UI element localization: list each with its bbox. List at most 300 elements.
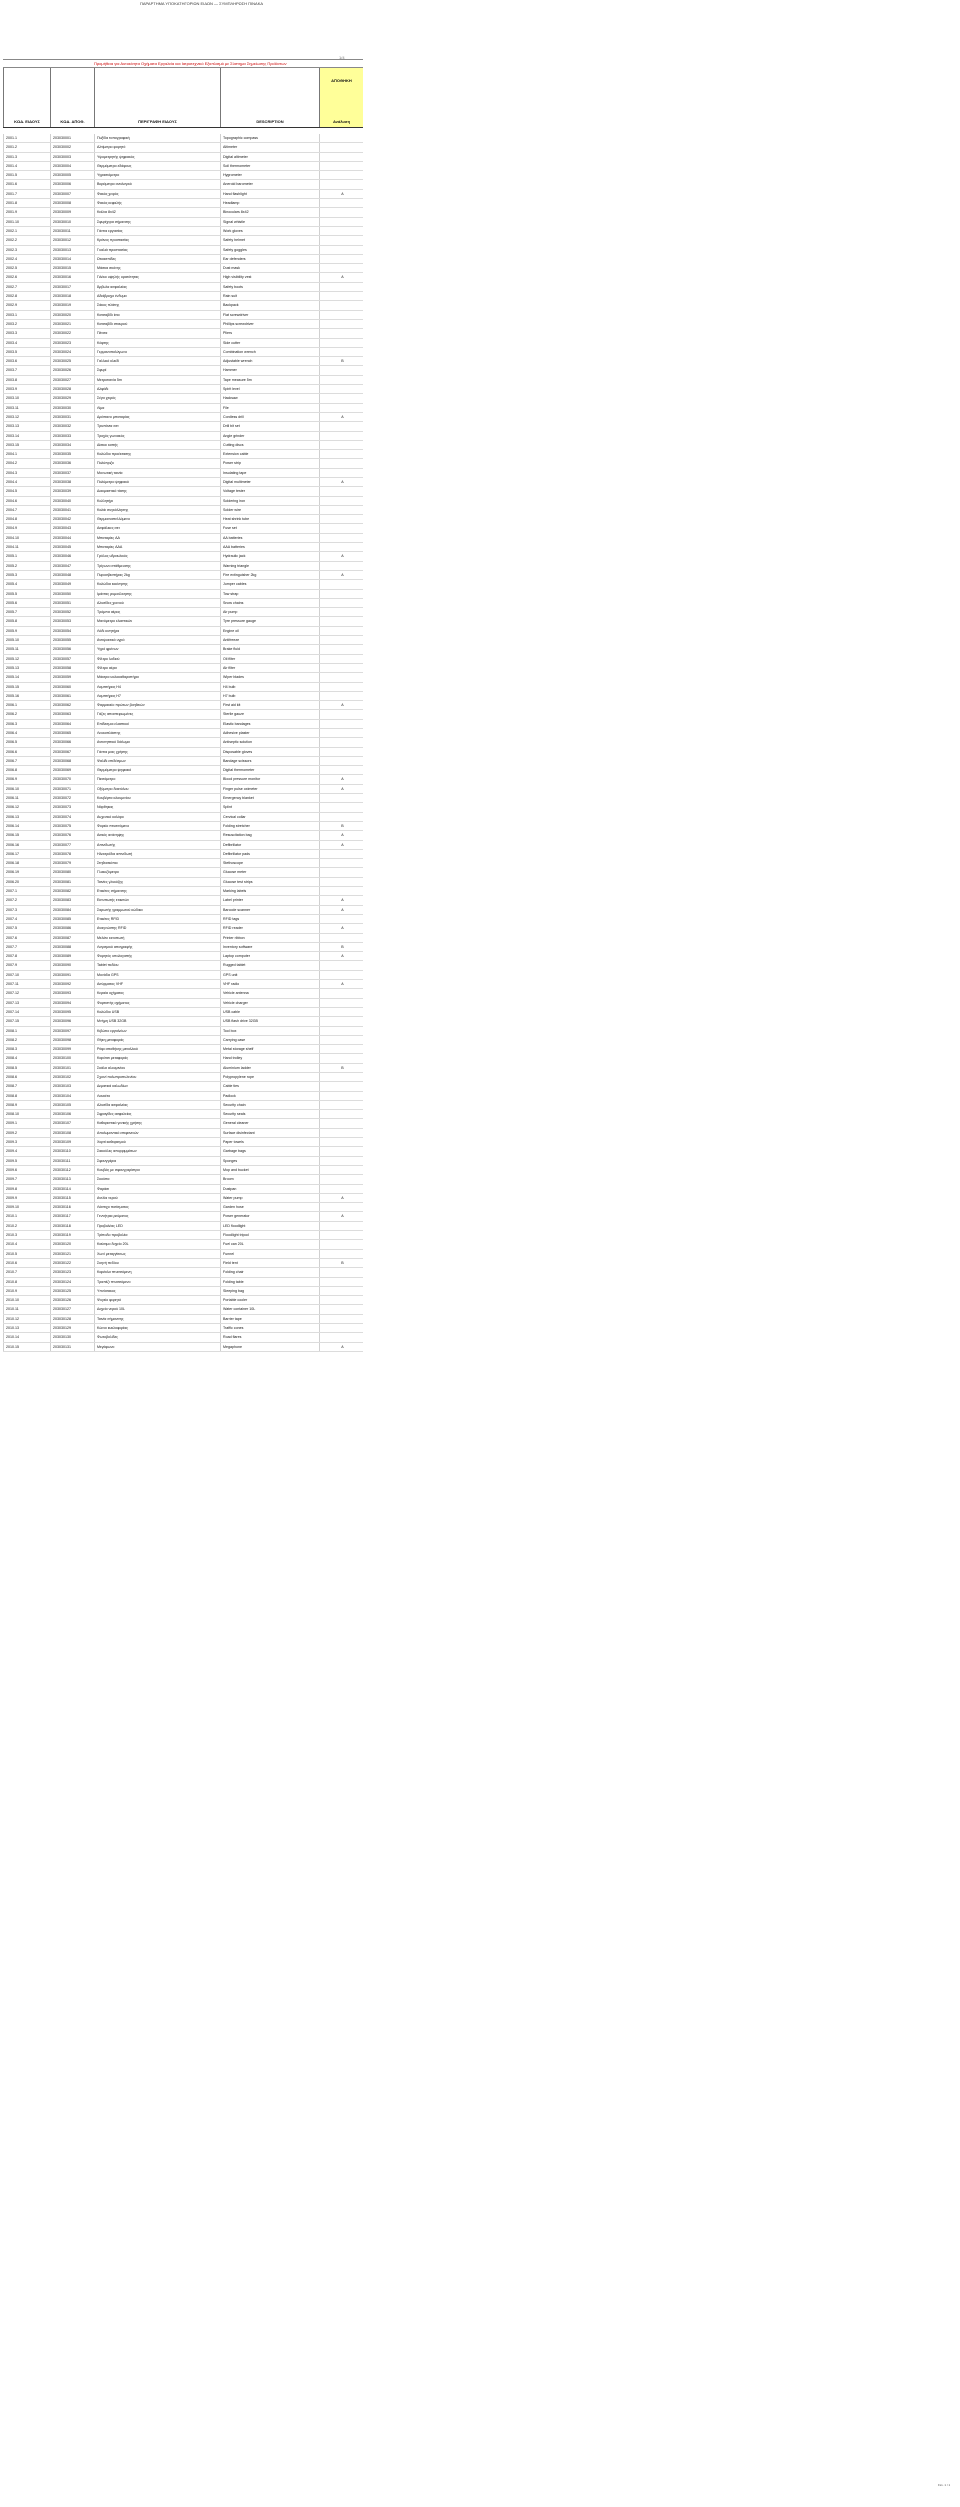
- cell-code-new: 203030029: [50, 394, 94, 402]
- cell-desc-en: High visibility vest: [220, 273, 319, 281]
- cell-desc-gr: Βαρόμετρο αναλογικό: [94, 180, 220, 188]
- table-row: [3, 1082, 363, 1091]
- table-row: [3, 1222, 363, 1231]
- cell-desc-en: RFID reader: [220, 924, 319, 932]
- cell-code-old: 2007.3: [3, 906, 50, 914]
- table-row: [3, 320, 363, 329]
- cell-group: [319, 329, 363, 337]
- table-row: [3, 748, 363, 757]
- table-row: [3, 543, 363, 552]
- cell-code-new: 203030042: [50, 515, 94, 523]
- table-row: [3, 803, 363, 812]
- cell-desc-gr: Καρέκλα πτυσσόμενη: [94, 1268, 220, 1276]
- header-desc-en: DESCRIPTION: [220, 68, 319, 127]
- cell-desc-gr: Δίσκοι κοπής: [94, 441, 220, 449]
- cell-desc-gr: Υγρό φρένων: [94, 645, 220, 653]
- cell-desc-gr: Λίμα: [94, 404, 220, 412]
- cell-code-old: 2005.4: [3, 580, 50, 588]
- table-row: [3, 934, 363, 943]
- cell-desc-gr: Σκάλα αλουμινίου: [94, 1064, 220, 1072]
- cell-desc-gr: Καθαριστικό γενικής χρήσης: [94, 1119, 220, 1127]
- cell-code-old: 2002.9: [3, 301, 50, 309]
- cell-group: [319, 1333, 363, 1341]
- table-row: [3, 571, 363, 580]
- cell-desc-gr: Γρύλος υδραυλικός: [94, 552, 220, 560]
- cell-group: [319, 1324, 363, 1332]
- cell-desc-en: Splint: [220, 803, 319, 811]
- cell-desc-en: Broom: [220, 1175, 319, 1183]
- cell-desc-gr: Σφυρίχτρα σήμανσης: [94, 218, 220, 226]
- cell-code-new: 203030126: [50, 1296, 94, 1304]
- cell-desc-gr: Οξύμετρο δακτύλου: [94, 785, 220, 793]
- cell-desc-en: Work gloves: [220, 227, 319, 235]
- cell-group: [319, 283, 363, 291]
- cell-desc-gr: Αντιψυκτικό υγρό: [94, 636, 220, 644]
- cell-group: [319, 655, 363, 663]
- cell-desc-gr: Σφουγγάρια: [94, 1157, 220, 1165]
- table-row: [3, 859, 363, 868]
- cell-code-old: 2002.3: [3, 246, 50, 254]
- cell-code-old: 2009.3: [3, 1138, 50, 1146]
- cell-desc-gr: Αντλία νερού: [94, 1194, 220, 1202]
- cell-desc-en: Security chain: [220, 1101, 319, 1109]
- cell-code-new: 203030034: [50, 441, 94, 449]
- cell-code-new: 203030072: [50, 794, 94, 802]
- cell-code-old: 2009.2: [3, 1129, 50, 1137]
- cell-desc-gr: Αλυσίδα ασφαλείας: [94, 1101, 220, 1109]
- table-row: [3, 1203, 363, 1212]
- cell-desc-gr: Λάδι κινητήρα: [94, 627, 220, 635]
- cell-group: [319, 590, 363, 598]
- cell-desc-en: Surface disinfectant: [220, 1129, 319, 1137]
- cell-desc-en: Blood pressure monitor: [220, 775, 319, 783]
- cell-code-new: 203030071: [50, 785, 94, 793]
- cell-code-new: 203030015: [50, 264, 94, 272]
- cell-code-old: 2008.9: [3, 1101, 50, 1109]
- cell-desc-en: Tool box: [220, 1027, 319, 1035]
- cell-desc-en: Barrier tape: [220, 1315, 319, 1323]
- cell-desc-en: Dustpan: [220, 1185, 319, 1193]
- cell-desc-gr: Ετικέτες RFID: [94, 915, 220, 923]
- table-row: [3, 831, 363, 840]
- cell-group: [319, 497, 363, 505]
- cell-code-old: 2005.3: [3, 571, 50, 579]
- cell-group: [319, 673, 363, 681]
- cell-group: [319, 469, 363, 477]
- cell-group: [319, 868, 363, 876]
- cell-desc-gr: Σκούπα: [94, 1175, 220, 1183]
- cell-group: [319, 339, 363, 347]
- table-row: [3, 627, 363, 636]
- cell-desc-en: Drill bit set: [220, 422, 319, 430]
- cell-code-new: 203030069: [50, 766, 94, 774]
- cell-desc-en: AA batteries: [220, 534, 319, 542]
- cell-group: Β: [319, 1259, 363, 1267]
- cell-group: [319, 1101, 363, 1109]
- cell-desc-gr: Φορείο πτυσσόμενο: [94, 822, 220, 830]
- cell-desc-gr: Καύσιμο δοχείο 20L: [94, 1240, 220, 1248]
- table-row: [3, 1027, 363, 1036]
- cell-group: [319, 915, 363, 923]
- cell-desc-en: Tape measure 5m: [220, 376, 319, 384]
- cell-desc-gr: Σφραγίδες ασφαλείας: [94, 1110, 220, 1118]
- cell-desc-gr: Λάστιχο ποτίσματος: [94, 1203, 220, 1211]
- cell-group: [319, 1082, 363, 1090]
- table-row: [3, 1315, 363, 1324]
- cell-group: Α: [319, 896, 363, 904]
- cell-group: [319, 1157, 363, 1165]
- cell-desc-gr: Κατσαβίδι σταυρού: [94, 320, 220, 328]
- cell-code-new: 203030039: [50, 487, 94, 495]
- table-row: [3, 692, 363, 701]
- cell-code-old: 2005.2: [3, 562, 50, 570]
- cell-group: [319, 1073, 363, 1081]
- cell-code-new: 203030038: [50, 478, 94, 486]
- cell-code-new: 203030130: [50, 1333, 94, 1341]
- cell-code-old: 2009.5: [3, 1157, 50, 1165]
- cell-code-new: 203030053: [50, 617, 94, 625]
- cell-desc-en: Defibrillator pads: [220, 850, 319, 858]
- table-row: [3, 813, 363, 822]
- cell-code-old: 2008.8: [3, 1092, 50, 1100]
- cell-desc-en: Flat screwdriver: [220, 311, 319, 319]
- table-row: [3, 1157, 363, 1166]
- cell-desc-en: Hand trolley: [220, 1054, 319, 1062]
- cell-code-old: 2009.7: [3, 1175, 50, 1183]
- table-row: [3, 1175, 363, 1184]
- cell-code-new: 203030011: [50, 227, 94, 235]
- cell-code-old: 2003.5: [3, 348, 50, 356]
- cell-code-new: 203030064: [50, 720, 94, 728]
- page-footer: Σελ. 1 / 1: [938, 2483, 951, 2487]
- cell-desc-en: Vehicle antenna: [220, 989, 319, 997]
- cell-code-new: 203030068: [50, 757, 94, 765]
- cell-desc-gr: Γάντια μιας χρήσης: [94, 748, 220, 756]
- cell-code-new: 203030027: [50, 376, 94, 384]
- cell-code-new: 203030010: [50, 218, 94, 226]
- table-row: [3, 143, 363, 152]
- cell-code-new: 203030067: [50, 748, 94, 756]
- cell-desc-en: Stethoscope: [220, 859, 319, 867]
- table-row: [3, 971, 363, 980]
- cell-desc-gr: Γλυκοζόμετρο: [94, 868, 220, 876]
- cell-desc-gr: Μάσκα σκόνης: [94, 264, 220, 272]
- cell-desc-gr: Πολύπριζο: [94, 459, 220, 467]
- cell-code-old: 2006.4: [3, 729, 50, 737]
- header-group: [319, 68, 363, 127]
- cell-desc-gr: Μονάδα GPS: [94, 971, 220, 979]
- cell-group: [319, 301, 363, 309]
- table-row: [3, 729, 363, 738]
- cell-code-new: 203030006: [50, 180, 94, 188]
- cell-group: [319, 236, 363, 244]
- cell-code-new: 203030062: [50, 701, 94, 709]
- table-row: [3, 1073, 363, 1082]
- cell-group: [319, 1017, 363, 1025]
- cell-desc-gr: Αλτίμετρο φορητό: [94, 143, 220, 151]
- cell-desc-en: Cable ties: [220, 1082, 319, 1090]
- cell-desc-en: Security seals: [220, 1110, 319, 1118]
- page-marker: 1/4: [339, 55, 345, 60]
- cell-code-new: 203030109: [50, 1138, 94, 1146]
- cell-code-old: 2009.4: [3, 1147, 50, 1155]
- cell-code-old: 2002.8: [3, 292, 50, 300]
- cell-desc-gr: Καρότσι μεταφοράς: [94, 1054, 220, 1062]
- cell-group: Β: [319, 1064, 363, 1072]
- cell-code-old: 2005.12: [3, 655, 50, 663]
- cell-code-old: 2003.6: [3, 357, 50, 365]
- cell-group: Α: [319, 190, 363, 198]
- table-row: [3, 366, 363, 375]
- cell-desc-en: Cordless drill: [220, 413, 319, 421]
- cell-desc-en: Backpack: [220, 301, 319, 309]
- cell-desc-en: Jumper cables: [220, 580, 319, 588]
- cell-desc-en: Fuse set: [220, 524, 319, 532]
- table-row: [3, 459, 363, 468]
- table-row: [3, 841, 363, 850]
- cell-code-new: 203030122: [50, 1259, 94, 1267]
- cell-code-old: 2010.9: [3, 1287, 50, 1295]
- cell-desc-gr: Αδιάβροχο ένδυμα: [94, 292, 220, 300]
- cell-group: Α: [319, 1194, 363, 1202]
- cell-code-old: 2006.8: [3, 766, 50, 774]
- column-header-row: [3, 68, 363, 128]
- cell-desc-en: Adhesive plaster: [220, 729, 319, 737]
- cell-group: [319, 562, 363, 570]
- cell-code-old: 2007.15: [3, 1017, 50, 1025]
- cell-code-new: 203030052: [50, 608, 94, 616]
- cell-desc-gr: Εκτυπωτής ετικετών: [94, 896, 220, 904]
- cell-code-new: 203030081: [50, 878, 94, 886]
- cell-group: Β: [319, 357, 363, 365]
- cell-group: [319, 376, 363, 384]
- cell-code-new: 203030085: [50, 915, 94, 923]
- cell-desc-en: Insulating tape: [220, 469, 319, 477]
- table-row: [3, 896, 363, 905]
- cell-desc-gr: Τρίποδο προβολέα: [94, 1231, 220, 1239]
- cell-code-new: 203030017: [50, 283, 94, 291]
- cell-code-old: 2003.14: [3, 432, 50, 440]
- cell-group: Α: [319, 952, 363, 960]
- cell-code-old: 2005.9: [3, 627, 50, 635]
- cell-code-old: 2005.7: [3, 608, 50, 616]
- cell-code-new: 203030093: [50, 989, 94, 997]
- cell-code-new: 203030080: [50, 868, 94, 876]
- cell-code-old: 2002.7: [3, 283, 50, 291]
- cell-code-new: 203030019: [50, 301, 94, 309]
- cell-code-new: 203030025: [50, 357, 94, 365]
- cell-code-old: 2003.15: [3, 441, 50, 449]
- table-row: [3, 1054, 363, 1063]
- cell-desc-en: Padlock: [220, 1092, 319, 1100]
- cell-desc-en: Adjustable wrench: [220, 357, 319, 365]
- cell-code-old: 2003.4: [3, 339, 50, 347]
- cell-code-old: 2010.1: [3, 1212, 50, 1220]
- cell-group: [319, 766, 363, 774]
- cell-code-old: 2006.14: [3, 822, 50, 830]
- cell-group: [319, 1250, 363, 1258]
- cell-desc-en: Ear defenders: [220, 255, 319, 263]
- banner-spacer: [3, 60, 94, 67]
- cell-code-new: 203030097: [50, 1027, 94, 1035]
- cell-code-old: 2004.5: [3, 487, 50, 495]
- cell-desc-en: Safety boots: [220, 283, 319, 291]
- cell-code-new: 203030008: [50, 199, 94, 207]
- cell-group: [319, 1240, 363, 1248]
- cell-group: [319, 1222, 363, 1230]
- cell-group: Α: [319, 571, 363, 579]
- cell-group: [319, 255, 363, 263]
- cell-code-old: 2007.5: [3, 924, 50, 932]
- cell-code-new: 203030004: [50, 162, 94, 170]
- cell-code-old: 2007.1: [3, 887, 50, 895]
- cell-desc-en: Water container 10L: [220, 1305, 319, 1313]
- table-row: [3, 413, 363, 422]
- table-row: [3, 348, 363, 357]
- cell-desc-en: Tyre pressure gauge: [220, 617, 319, 625]
- cell-desc-en: Brake fluid: [220, 645, 319, 653]
- table-row: [3, 822, 363, 831]
- table-row: [3, 283, 363, 292]
- cell-desc-gr: Θερμόμετρο ψηφιακό: [94, 766, 220, 774]
- cell-code-new: 203030123: [50, 1268, 94, 1276]
- cell-desc-en: Soldering iron: [220, 497, 319, 505]
- cell-desc-gr: Χαρτί καθαρισμού: [94, 1138, 220, 1146]
- table-row: [3, 1185, 363, 1194]
- cell-group: [319, 1027, 363, 1035]
- table-row: [3, 701, 363, 710]
- cell-code-old: 2003.1: [3, 311, 50, 319]
- cell-group: [319, 264, 363, 272]
- table-row: [3, 199, 363, 208]
- cell-desc-en: Cutting discs: [220, 441, 319, 449]
- cell-desc-en: Warning triangle: [220, 562, 319, 570]
- table-row: [3, 683, 363, 692]
- cell-code-new: 203030056: [50, 645, 94, 653]
- cell-desc-gr: Καλάι συγκόλλησης: [94, 506, 220, 514]
- cell-desc-en: Phillips screwdriver: [220, 320, 319, 328]
- cell-desc-gr: Καλώδια εκκίνησης: [94, 580, 220, 588]
- cell-code-old: 2005.16: [3, 692, 50, 700]
- cell-desc-gr: Σάκος πλάτης: [94, 301, 220, 309]
- cell-group: [319, 385, 363, 393]
- cell-desc-gr: Κώνοι κυκλοφορίας: [94, 1324, 220, 1332]
- cell-group: [319, 803, 363, 811]
- cell-desc-en: Air pump: [220, 608, 319, 616]
- cell-group: [319, 1054, 363, 1062]
- cell-code-new: 203030061: [50, 692, 94, 700]
- cell-group: [319, 1175, 363, 1183]
- cell-desc-en: Dust mask: [220, 264, 319, 272]
- table-row: [3, 552, 363, 561]
- cell-desc-gr: Γάντια εργασίας: [94, 227, 220, 235]
- table-row: [3, 134, 363, 143]
- cell-code-new: 203030041: [50, 506, 94, 514]
- cell-group: [319, 180, 363, 188]
- table-row: [3, 1064, 363, 1073]
- cell-group: [319, 515, 363, 523]
- table-row: [3, 673, 363, 682]
- table-row: [3, 1147, 363, 1156]
- table-row: [3, 1343, 363, 1352]
- table-row: [3, 208, 363, 217]
- cell-group: [319, 348, 363, 356]
- cell-code-new: 203030073: [50, 803, 94, 811]
- cell-group: [319, 543, 363, 551]
- cell-desc-gr: Κράνος προστασίας: [94, 236, 220, 244]
- cell-code-new: 203030049: [50, 580, 94, 588]
- cell-desc-gr: Καλώδιο προέκτασης: [94, 450, 220, 458]
- table-row: [3, 1268, 363, 1277]
- table-row: [3, 236, 363, 245]
- cell-desc-en: Sterile gauze: [220, 710, 319, 718]
- table-row: [3, 339, 363, 348]
- cell-code-new: 203030125: [50, 1287, 94, 1295]
- table-row: [3, 264, 363, 273]
- table-row: [3, 924, 363, 933]
- table-row: [3, 887, 363, 896]
- title-banner: [3, 59, 363, 68]
- cell-code-old: 2003.9: [3, 385, 50, 393]
- cell-desc-en: Inventory software: [220, 943, 319, 951]
- cell-group: [319, 738, 363, 746]
- cell-desc-gr: Αλυσίδες χιονιού: [94, 599, 220, 607]
- cell-group: Α: [319, 775, 363, 783]
- cell-desc-en: Laptop computer: [220, 952, 319, 960]
- cell-desc-gr: Αλφάδι: [94, 385, 220, 393]
- cell-code-new: 203030009: [50, 208, 94, 216]
- cell-code-old: 2005.14: [3, 673, 50, 681]
- cell-code-new: 203030002: [50, 143, 94, 151]
- cell-desc-gr: Απολυμαντικό επιφανειών: [94, 1129, 220, 1137]
- table-row: [3, 273, 363, 282]
- cell-group: [319, 1129, 363, 1137]
- cell-group: Α: [319, 831, 363, 839]
- cell-code-old: 2010.4: [3, 1240, 50, 1248]
- cell-code-old: 2003.11: [3, 404, 50, 412]
- cell-code-new: 203030102: [50, 1073, 94, 1081]
- cell-group: [319, 450, 363, 458]
- cell-desc-en: Sleeping bag: [220, 1287, 319, 1295]
- table-row: [3, 227, 363, 236]
- table-row: [3, 218, 363, 227]
- table-row: [3, 1092, 363, 1101]
- cell-group: Α: [319, 785, 363, 793]
- cell-code-new: 203030117: [50, 1212, 94, 1220]
- cell-code-new: 203030086: [50, 924, 94, 932]
- cell-code-new: 203030058: [50, 664, 94, 672]
- cell-code-old: 2004.1: [3, 450, 50, 458]
- table-row: [3, 1017, 363, 1026]
- cell-code-new: 203030088: [50, 943, 94, 951]
- cell-desc-en: Topographic compass: [220, 134, 319, 142]
- cell-code-old: 2001.8: [3, 199, 50, 207]
- table-row: [3, 246, 363, 255]
- cell-desc-en: Hacksaw: [220, 394, 319, 402]
- cell-code-new: 203030124: [50, 1278, 94, 1286]
- cell-group: Α: [319, 906, 363, 914]
- cell-code-old: 2005.15: [3, 683, 50, 691]
- cell-code-old: 2006.13: [3, 813, 50, 821]
- cell-group: [319, 134, 363, 142]
- cell-desc-gr: Ταινία σήμανσης: [94, 1315, 220, 1323]
- cell-code-new: 203030033: [50, 432, 94, 440]
- cell-code-old: 2010.5: [3, 1250, 50, 1258]
- cell-desc-en: Safety helmet: [220, 236, 319, 244]
- cell-desc-en: Sponges: [220, 1157, 319, 1165]
- cell-code-new: 203030059: [50, 673, 94, 681]
- cell-desc-en: Marking labels: [220, 887, 319, 895]
